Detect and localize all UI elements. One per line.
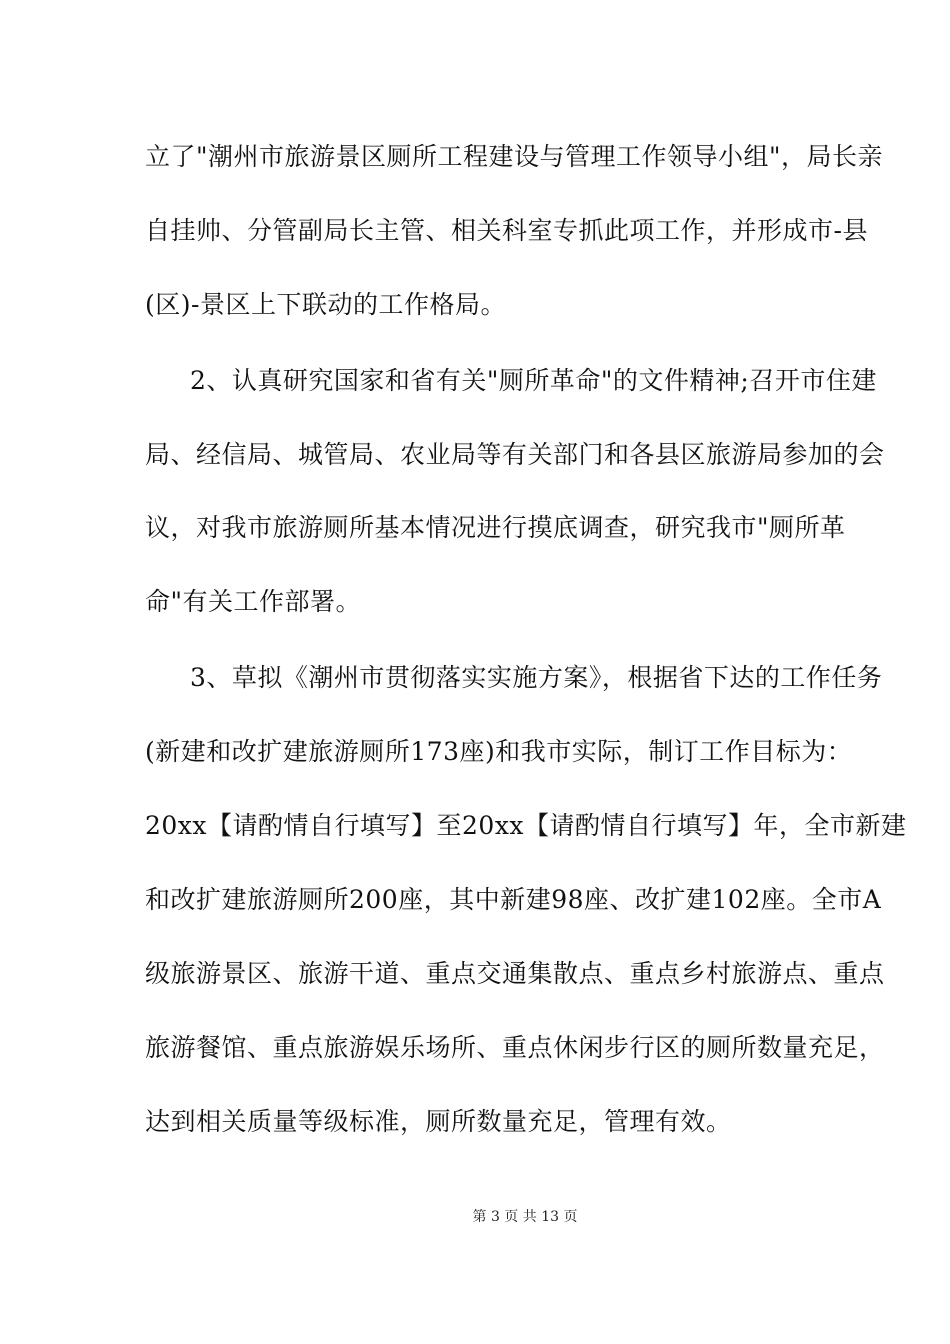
page-number-footer: 第 3 页 共 13 页 [472,1209,578,1225]
text-line-9: (新建和改扩建旅游厕所173座)和我市实际，制订工作目标为： [145,737,853,766]
text-line-10: 20xx【请酌情自行填写】至20xx【请酌情自行填写】年，全市新建 [145,811,907,840]
text-line-6: 议，对我市旅游厕所基本情况进行摸底调查，研究我市"厕所革 [145,513,846,542]
text-line-14: 达到相关质量等级标准，厕所数量充足，管理有效。 [145,1107,732,1136]
text-line-8: 3、草拟《潮州市贯彻落实实施方案》，根据省下达的工作任务 [190,663,883,692]
text-line-1: 立了"潮州市旅游景区厕所工程建设与管理工作领导小组"，局长亲 [145,142,884,171]
text-line-13: 旅游餐馆、重点旅游娱乐场所、重点休闲步行区的厕所数量充足， [145,1033,885,1062]
text-line-5: 局、经信局、城管局、农业局等有关部门和各县区旅游局参加的会 [145,440,885,469]
text-line-12: 级旅游景区、旅游干道、重点交通集散点、重点乡村旅游点、重点 [145,959,885,988]
text-line-7: 命"有关工作部署。 [145,587,361,616]
text-line-2: 自挂帅、分管副局长主管、相关科室专抓此项工作，并形成市-县 [145,216,868,245]
text-line-4: 2、认真研究国家和省有关"厕所革命"的文件精神;召开市住建 [190,366,877,395]
text-line-11: 和改扩建旅游厕所200座，其中新建98座、改扩建102座。全市A [145,885,882,914]
text-line-3: (区)-景区上下联动的工作格局。 [145,290,506,319]
